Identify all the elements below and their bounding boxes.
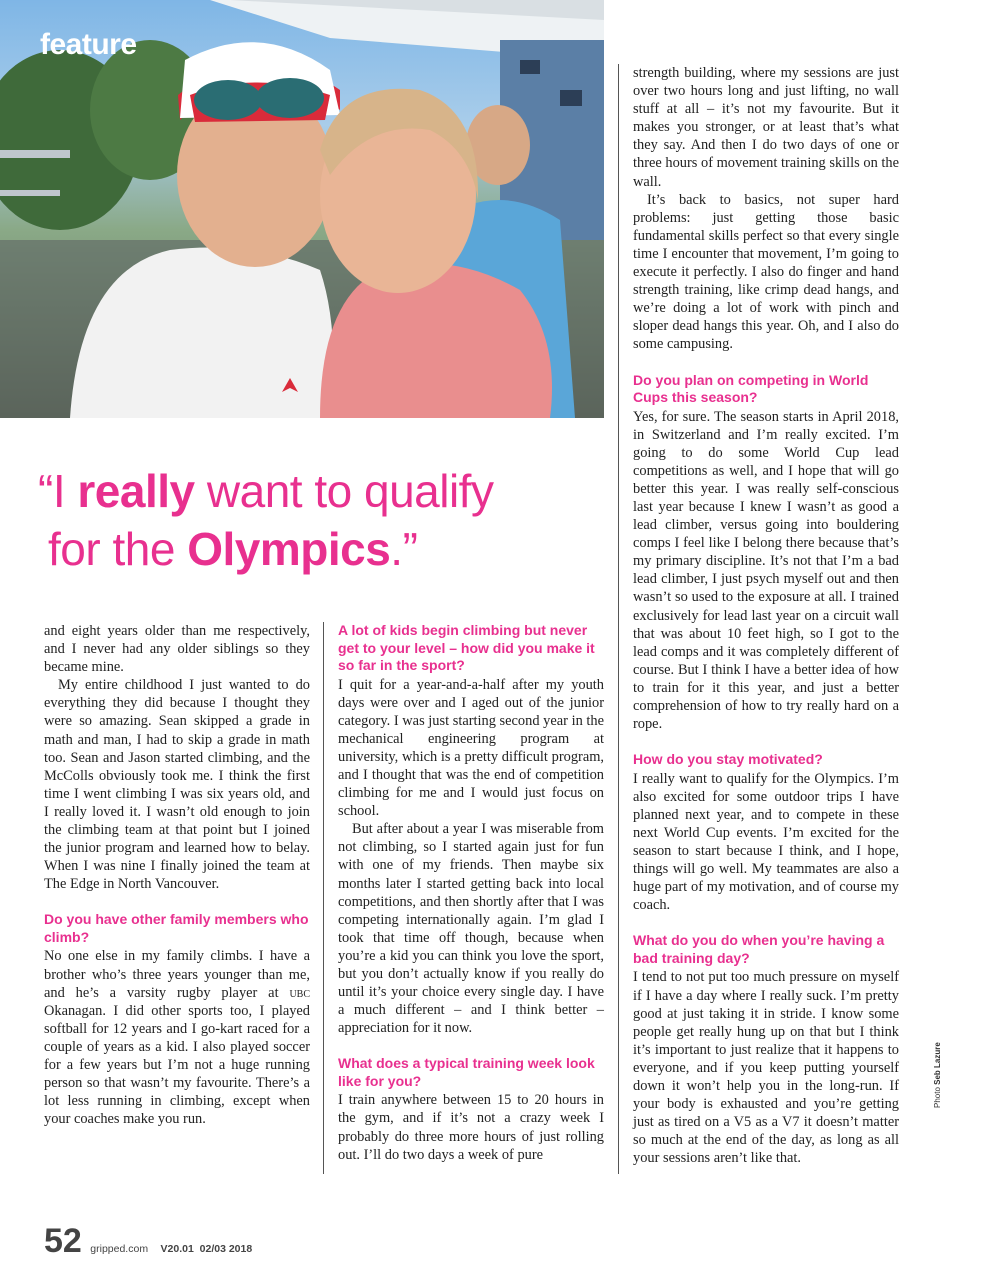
article-column-2 bbox=[338, 622, 604, 1164]
page-number: 52 bbox=[44, 1222, 82, 1260]
photo-illustration bbox=[0, 0, 604, 418]
issue-info: V20.01 02/03 2018 bbox=[160, 1243, 253, 1255]
column-rule bbox=[323, 622, 324, 1174]
abbreviation: ubc bbox=[289, 984, 310, 1001]
pull-quote-emphasis: Olympics bbox=[187, 523, 391, 575]
site-name: gripped.com bbox=[90, 1243, 149, 1255]
photo-credit: Photo Seb Lazure bbox=[933, 1042, 942, 1108]
pull-quote-line-1 bbox=[38, 462, 618, 520]
feature-photo bbox=[0, 0, 604, 418]
question-heading: A lot of kids begin climbing but never get to your level – how did you make it so far in the sport? bbox=[338, 622, 595, 673]
article-column-3 bbox=[633, 64, 899, 1167]
question-heading: Do you have other family members who climb? bbox=[44, 911, 309, 945]
paragraph: I tend to not put too much pressure on myself if I have a day where I really suck. I’m pretty good at just taking it in stride. I know some people get really hung up on that but I think it’s important to just realize that it happens to everyone, and if you keep putting yourself down it won’t help you in the long-run. If your body is exhausted and you’re getting just as tired on a V5 as a V7 it doesn’t matter so much at the end of the day, as long as all your sessions aren’t like that. bbox=[633, 969, 899, 1167]
pull-quote bbox=[38, 462, 618, 578]
page-footer bbox=[44, 1222, 252, 1261]
column-rule bbox=[618, 64, 619, 1174]
paragraph: I train anywhere between 15 to 20 hours in the gym, and if it’s not a crazy week I probably do three more hours of just rolling out. I’ll do two days a week of pure bbox=[338, 1092, 604, 1163]
question-heading: How do you stay motivated? bbox=[633, 751, 823, 768]
pull-quote-text: I bbox=[52, 465, 78, 517]
section-label: feature bbox=[40, 28, 137, 61]
paragraph: But after about a year I was miserable from not climbing, so I started again just for fun with one of my friends. Then maybe six months later I started getting back into local competitions, and then shortly after that I was competing internationally again. I’m glad I took that time off though, because when you’re a kid you can think you love the sport, but you don’t actually know if you really do until it’s your choice every single day. I have a much different – and I think better – appreciation for it now. bbox=[338, 821, 604, 1037]
paragraph: strength building, where my sessions are just over two hours long and just lifting, no wall stuff at all – it’s not my favourite. But it makes you stronger, or at least that’s what they say. And then I do two days of one or three hours of movement training skills on the wall. bbox=[633, 65, 899, 190]
pull-quote-line-2 bbox=[38, 520, 618, 578]
paragraph: and eight years older than me respectively, and I never had any older siblings so they became mine. bbox=[44, 623, 310, 676]
paragraph: My entire childhood I just wanted to do everything they did because I thought they were so amazing. Sean skipped a grade in math and man, I had to skip a grade in math too. Sean and Jason started climbing, and the McColls obviously took me. I think the first time I went climbing I was six years old, and I really loved it. I wasn’t old enough to join the climbing team at that point but I joined the junior program and learned how to belay. When I was nine I finally joined the team at The Edge in North Vancouver. bbox=[44, 677, 310, 893]
paragraph: No one else in my family climbs. I have a brother who’s three years younger than me, and he’s a varsity rugby player at ubc Okanagan. I did other sports too, I played softball for 12 years and I go-kart raced for a couple of years as a kid. I also played soccer for a few years but I’m not a huge running person so that wasn’t my favourite. There’s a lot less running in climbing, except when your coaches make you run. bbox=[44, 948, 310, 1128]
paragraph: It’s back to basics, not super hard problems: just getting those basic fundamental skills perfect so that every single time I encounter that movement, I’m going to execute it perfectly. I also do finger and hand strength training, like crimp dead hangs, and we’re doing a lot of work with pinch and sloper dead hangs this year. Oh, and I also do some campusing. bbox=[633, 191, 899, 353]
question-heading: What does a typical training week look like for you? bbox=[338, 1055, 595, 1089]
question-heading: What do you do when you’re having a bad training day? bbox=[633, 932, 885, 966]
pull-quote-emphasis: really bbox=[77, 465, 195, 517]
paragraph: Yes, for sure. The season starts in April 2018, in Switzerland and I’m really excited. I’m going to do some World Cup lead competitions as well, and I hope that will go better this year. I was really self-conscious last year because I knew I wasn’t as good a lead climber, versus going into bouldering comps I feel like I belong there because that’s my primary discipline. It’s not that I’m a bad lead climber, I just psych myself out and then wasn’t so used to the exposure at all. I trained exclusively for lead last year on a circuit wall that was about 10 feet high, so I got to the lead comps and it was completely different of course. But I think I have a better idea of how to train for it this year, and just a better comprehension of how to try really hard on a rope. bbox=[633, 408, 899, 733]
close-quote-mark: .” bbox=[390, 523, 418, 575]
paragraph: I quit for a year-and-a-half after my youth days were over and I aged out of the junior category. I was just starting second year in the mechanical engineering program at university, which is a pretty difficult program, and I thought that was the end of competition climbing for me and I would just focus on school. bbox=[338, 676, 604, 820]
question-heading: Do you plan on competing in World Cups this season? bbox=[633, 371, 869, 405]
open-quote-mark: “ bbox=[38, 465, 53, 517]
article-column-1 bbox=[44, 622, 310, 1128]
pull-quote-text: for the bbox=[48, 523, 188, 575]
paragraph: I really want to qualify for the Olympics. I’m also excited for some outdoor trips I have planned next year, and to compete in these next World Cup events. I’m excited for the season to start because I think, and I hope, things will go well. My teammates are also a huge part of my motivation, and of course my coach. bbox=[633, 770, 899, 914]
pull-quote-text: want to qualify bbox=[194, 465, 494, 517]
